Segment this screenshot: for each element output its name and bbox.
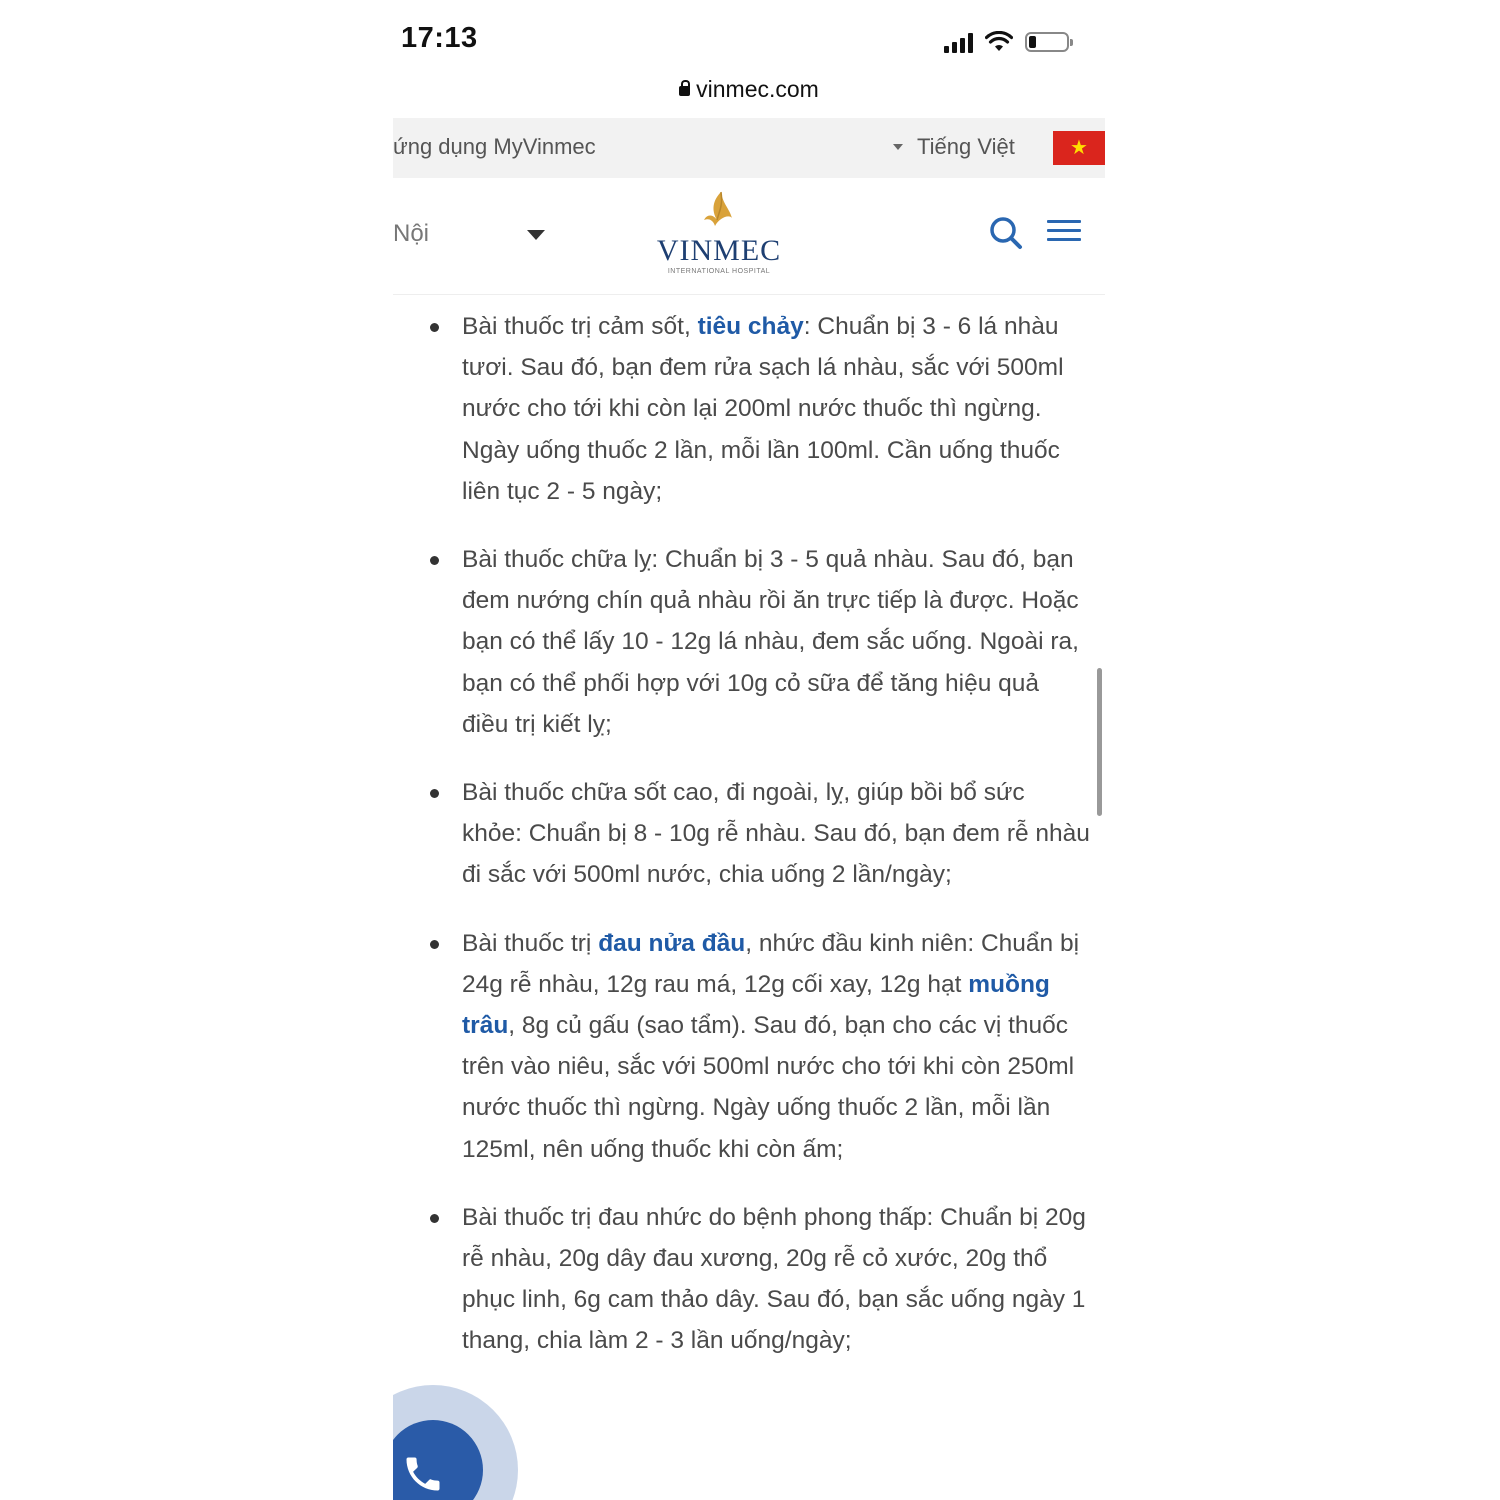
list-item: Bài thuốc trị cảm sốt, tiêu chảy: Chuẩn bị 3 - 6 lá nhàu tươi. Sau đó, bạn đem rửa sạch lá nhàu, sắc với 500ml nước cho tới khi còn lại 200ml nước thuốc thì ngừng. Ngày uống thuốc 2 lần, mỗi lần 100ml. Cần uống thuốc liên tục 2 - 5 ngày;: [393, 306, 1105, 512]
vietnam-flag-icon[interactable]: [1053, 131, 1105, 165]
battery-fill: [1029, 36, 1036, 48]
url-bar[interactable]: [393, 76, 1105, 114]
wifi-icon: [985, 31, 1013, 53]
logo-subtext: INTERNATIONAL HOSPITAL: [667, 268, 771, 275]
keyword-link[interactable]: đau nửa đầu: [598, 929, 746, 957]
battery-icon: [1025, 32, 1069, 52]
flag-star: ★: [1070, 137, 1088, 159]
keyword-link[interactable]: tiêu chảy: [697, 313, 804, 340]
scrollbar[interactable]: [1097, 668, 1102, 816]
menu-icon[interactable]: [1047, 220, 1081, 246]
keyword-link[interactable]: muồng trâu: [462, 970, 1050, 1040]
top-strip: [393, 118, 1105, 178]
article-content: [393, 306, 1105, 1389]
app-download-link[interactable]: ứng dụng MyVinmec: [393, 134, 596, 159]
status-icons: [944, 28, 1069, 56]
status-time: 17:13: [401, 22, 478, 54]
lock-icon: [679, 86, 690, 96]
list-item: Bài thuốc chữa sốt cao, đi ngoài, lỵ, giúp bồi bổ sức khỏe: Chuẩn bị 8 - 10g rễ nhàu. Sau đó, bạn đem rễ nhàu đi sắc với 500ml nước, chia uống 2 lần/ngày;: [393, 772, 1105, 896]
search-icon[interactable]: [989, 216, 1023, 250]
language-label: Tiếng Việt: [917, 134, 1015, 159]
vinmec-logo[interactable]: [649, 190, 789, 282]
logo-text: VINMEC: [656, 234, 782, 267]
phone-icon: [401, 1452, 445, 1496]
language-selector[interactable]: [893, 134, 1015, 160]
caret-down-icon[interactable]: [527, 230, 545, 240]
logo-mark-icon: [703, 190, 733, 230]
chevron-down-icon: [893, 144, 903, 150]
phone-screen: [393, 0, 1105, 1500]
remedy-list: [393, 306, 1105, 1362]
url-text: vinmec.com: [696, 76, 819, 102]
list-item: Bài thuốc trị đau nửa đầu, nhức đầu kinh niên: Chuẩn bị 24g rễ nhàu, 12g rau má, 12g cối xay, 12g hạt muồng trâu, 8g củ gấu (sao tẩm). Sau đó, bạn cho các vị thuốc trên vào niêu, sắc với 500ml nước cho tới khi còn 250ml nước thuốc thì ngừng. Ngày uống thuốc 2 lần, mỗi lần 125ml, nên uống thuốc khi còn ấm;: [393, 923, 1105, 1170]
status-bar: [393, 0, 1105, 80]
list-item: Bài thuốc chữa lỵ: Chuẩn bị 3 - 5 quả nhàu. Sau đó, bạn đem nướng chín quả nhàu rồi ăn trực tiếp là được. Hoặc bạn có thể lấy 10 - 12g lá nhàu, đem sắc uống. Ngoài ra, bạn có thể phối hợp với 10g cỏ sữa để tăng hiệu quả điều trị kiết lỵ;: [393, 539, 1105, 745]
location-selector[interactable]: Nội: [393, 220, 430, 247]
site-header: [393, 178, 1105, 295]
cellular-signal-icon: [944, 31, 973, 53]
list-item: Bài thuốc trị đau nhức do bệnh phong thấp: Chuẩn bị 20g rễ nhàu, 20g dây đau xương, 20g rễ cỏ xước, 20g thổ phục linh, 6g cam thảo dây. Sau đó, bạn sắc uống ngày 1 thang, chia làm 2 - 3 lần uống/ngày;: [393, 1197, 1105, 1362]
